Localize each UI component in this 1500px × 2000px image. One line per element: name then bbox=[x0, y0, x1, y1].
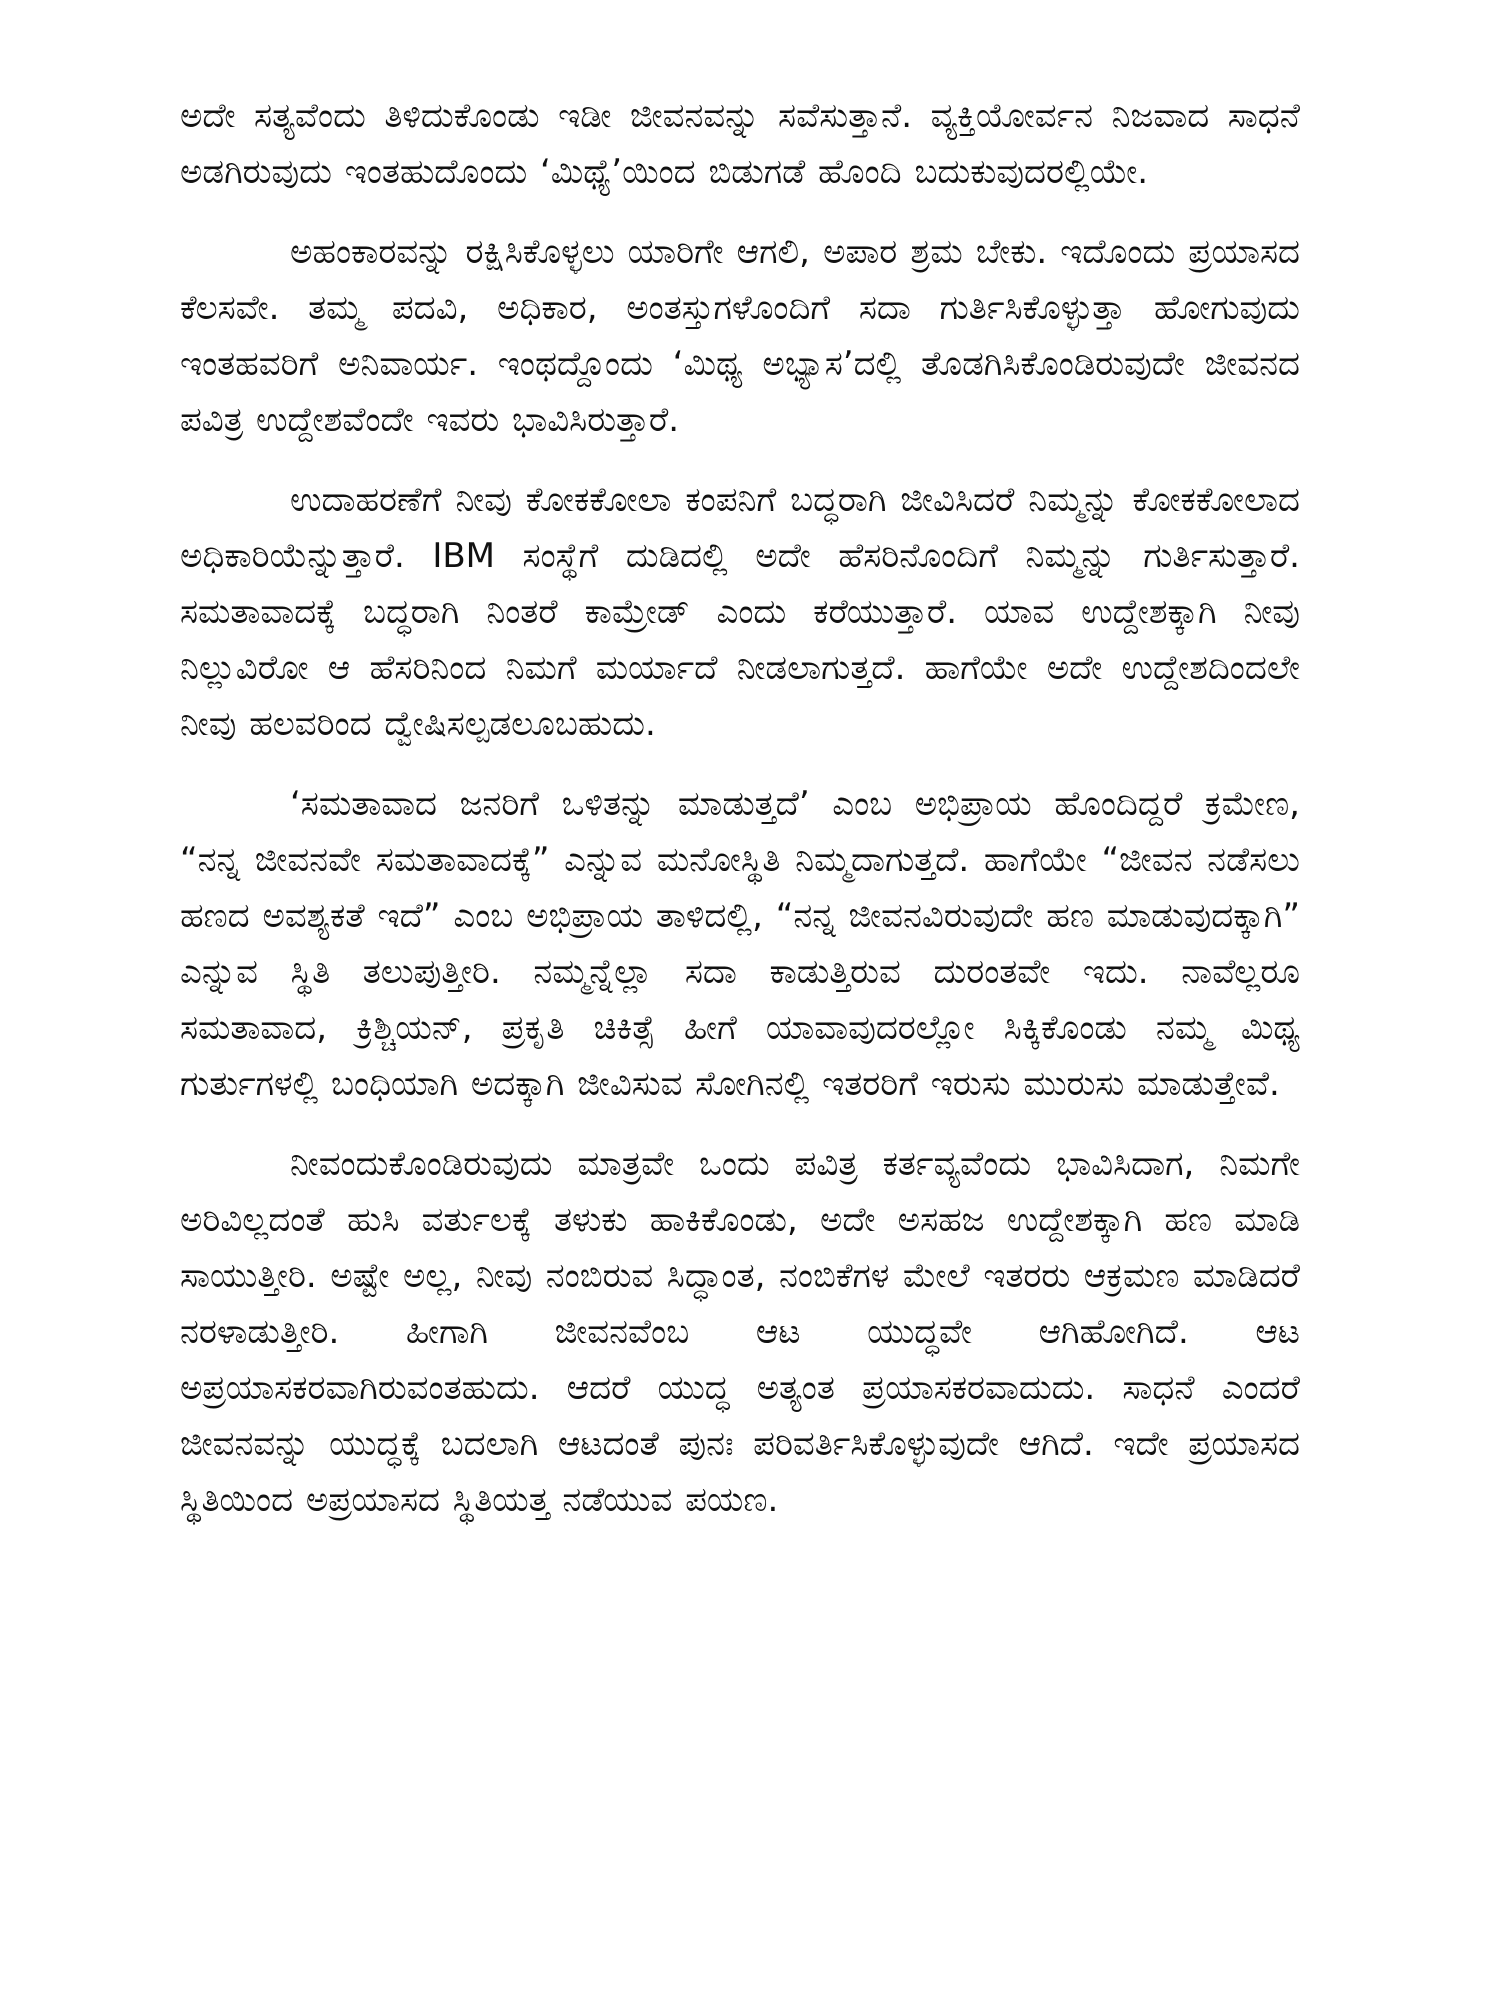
paragraph-5: ನೀವಂದುಕೊಂಡಿರುವುದು ಮಾತ್ರವೇ ಒಂದು ಪವಿತ್ರ ಕರ್ತವ್ಯವೆಂದು ಭಾವಿಸಿದಾಗ, ನಿಮಗೇ ಅರಿವಿಲ್ಲದಂತೆ ಹುಸಿ ವರ್ತುಲಕ್ಕೆ ತಳುಕು ಹಾಕಿಕೊಂಡು, ಅದೇ ಅಸಹಜ ಉದ್ದೇಶಕ್ಕಾಗಿ ಹಣ ಮಾಡಿ ಸಾಯುತ್ತೀರಿ. ಅಷ್ಟೇ ಅಲ್ಲ, ನೀವು ನಂಬಿರುವ ಸಿದ್ಧಾಂತ, ನಂಬಿಕೆಗಳ ಮೇಲೆ ಇತರರು ಆಕ್ರಮಣ ಮಾಡಿದರೆ ನರಳಾಡುತ್ತೀರಿ. ಹೀಗಾಗಿ ಜೀವನವೆಂಬ ಆಟ ಯುದ್ಧವೇ ಆಗಿಹೋಗಿದೆ. ಆಟ ಅಪ್ರಯಾಸಕರವಾಗಿರುವಂತಹುದು. ಆದರೆ ಯುದ್ಧ ಅತ್ಯಂತ ಪ್ರಯಾಸಕರವಾದುದು. ಸಾಧನೆ ಎಂದರೆ ಜೀವನವನ್ನು ಯುದ್ಧಕ್ಕೆ ಬದಲಾಗಿ ಆಟದಂತೆ ಪುನಃ ಪರಿವರ್ತಿಸಿಕೊಳ್ಳುವುದೇ ಆಗಿದೆ. ಇದೇ ಪ್ರಯಾಸದ ಸ್ಥಿತಿಯಿಂದ ಅಪ್ರಯಾಸದ ಸ್ಥಿತಿಯತ್ತ ನಡೆಯುವ ಪಯಣ. bbox=[180, 1144, 1300, 1520]
paragraph-3: ಉದಾಹರಣೆಗೆ ನೀವು ಕೋಕಕೋಲಾ ಕಂಪನಿಗೆ ಬದ್ಧರಾಗಿ ಜೀವಿಸಿದರೆ ನಿಮ್ಮನ್ನು ಕೋಕಕೋಲಾದ ಅಧಿಕಾರಿಯೆನ್ನುತ್ತಾರೆ. IBM ಸಂಸ್ಥೆಗೆ ದುಡಿದಲ್ಲಿ ಅದೇ ಹೆಸರಿನೊಂದಿಗೆ ನಿಮ್ಮನ್ನು ಗುರ್ತಿಸುತ್ತಾರೆ. ಸಮತಾವಾದಕ್ಕೆ ಬದ್ಧರಾಗಿ ನಿಂತರೆ ಕಾಮ್ರೇಡ್ ಎಂದು ಕರೆಯುತ್ತಾರೆ. ಯಾವ ಉದ್ದೇಶಕ್ಕಾಗಿ ನೀವು ನಿಲ್ಲುವಿರೋ ಆ ಹೆಸರಿನಿಂದ ನಿಮಗೆ ಮರ್ಯಾದೆ ನೀಡಲಾಗುತ್ತದೆ. ಹಾಗೆಯೇ ಅದೇ ಉದ್ದೇಶದಿಂದಲೇ ನೀವು ಹಲವರಿಂದ ದ್ವೇಷಿಸಲ್ಪಡಲೂಬಹುದು. bbox=[180, 480, 1300, 744]
paragraph-4: ‘ಸಮತಾವಾದ ಜನರಿಗೆ ಒಳಿತನ್ನು ಮಾಡುತ್ತದೆ’ ಎಂಬ ಅಭಿಪ್ರಾಯ ಹೊಂದಿದ್ದರೆ ಕ್ರಮೇಣ, “ನನ್ನ ಜೀವನವೇ ಸಮತಾವಾದಕ್ಕೆ” ಎನ್ನುವ ಮನೋಸ್ಥಿತಿ ನಿಮ್ಮದಾಗುತ್ತದೆ. ಹಾಗೆಯೇ “ಜೀವನ ನಡೆಸಲು ಹಣದ ಅವಶ್ಯಕತೆ ಇದೆ” ಎಂಬ ಅಭಿಪ್ರಾಯ ತಾಳಿದಲ್ಲಿ, “ನನ್ನ ಜೀವನವಿರುವುದೇ ಹಣ ಮಾಡುವುದಕ್ಕಾಗಿ” ಎನ್ನುವ ಸ್ಥಿತಿ ತಲುಪುತ್ತೀರಿ. ನಮ್ಮನ್ನೆಲ್ಲಾ ಸದಾ ಕಾಡುತ್ತಿರುವ ದುರಂತವೇ ಇದು. ನಾವೆಲ್ಲರೂ ಸಮತಾವಾದ, ಕ್ರಿಶ್ಚಿಯನ್, ಪ್ರಕೃತಿ ಚಿಕಿತ್ಸೆ ಹೀಗೆ ಯಾವಾವುದರಲ್ಲೋ ಸಿಕ್ಕಿಕೊಂಡು ನಮ್ಮ ಮಿಥ್ಯ ಗುರ್ತುಗಳಲ್ಲಿ ಬಂಧಿಯಾಗಿ ಅದಕ್ಕಾಗಿ ಜೀವಿಸುವ ಸೋಗಿನಲ್ಲಿ ಇತರರಿಗೆ ಇರುಸು ಮುರುಸು ಮಾಡುತ್ತೇವೆ. bbox=[180, 784, 1300, 1104]
paragraph-1: ಅದೇ ಸತ್ಯವೆಂದು ತಿಳಿದುಕೊಂಡು ಇಡೀ ಜೀವನವನ್ನು ಸವೆಸುತ್ತಾನೆ. ವ್ಯಕ್ತಿಯೋರ್ವನ ನಿಜವಾದ ಸಾಧನೆ ಅಡಗಿರುವುದು ಇಂತಹುದೊಂದು ‘ಮಿಥ್ಯೆ’ಯಿಂದ ಬಿಡುಗಡೆ ಹೊಂದಿ ಬದುಕುವುದರಲ್ಲಿಯೇ. bbox=[180, 96, 1300, 192]
paragraph-2: ಅಹಂಕಾರವನ್ನು ರಕ್ಷಿಸಿಕೊಳ್ಳಲು ಯಾರಿಗೇ ಆಗಲಿ, ಅಪಾರ ಶ್ರಮ ಬೇಕು. ಇದೊಂದು ಪ್ರಯಾಸದ ಕೆಲಸವೇ. ತಮ್ಮ ಪದವಿ, ಅಧಿಕಾರ, ಅಂತಸ್ತುಗಳೊಂದಿಗೆ ಸದಾ ಗುರ್ತಿಸಿಕೊಳ್ಳುತ್ತಾ ಹೋಗುವುದು ಇಂತಹವರಿಗೆ ಅನಿವಾರ್ಯ. ಇಂಥದ್ದೊಂದು ‘ಮಿಥ್ಯ ಅಭ್ಯಾಸ’ದಲ್ಲಿ ತೊಡಗಿಸಿಕೊಂಡಿರುವುದೇ ಜೀವನದ ಪವಿತ್ರ ಉದ್ದೇಶವೆಂದೇ ಇವರು ಭಾವಿಸಿರುತ್ತಾರೆ. bbox=[180, 232, 1300, 440]
document-page bbox=[180, 88, 1300, 1928]
